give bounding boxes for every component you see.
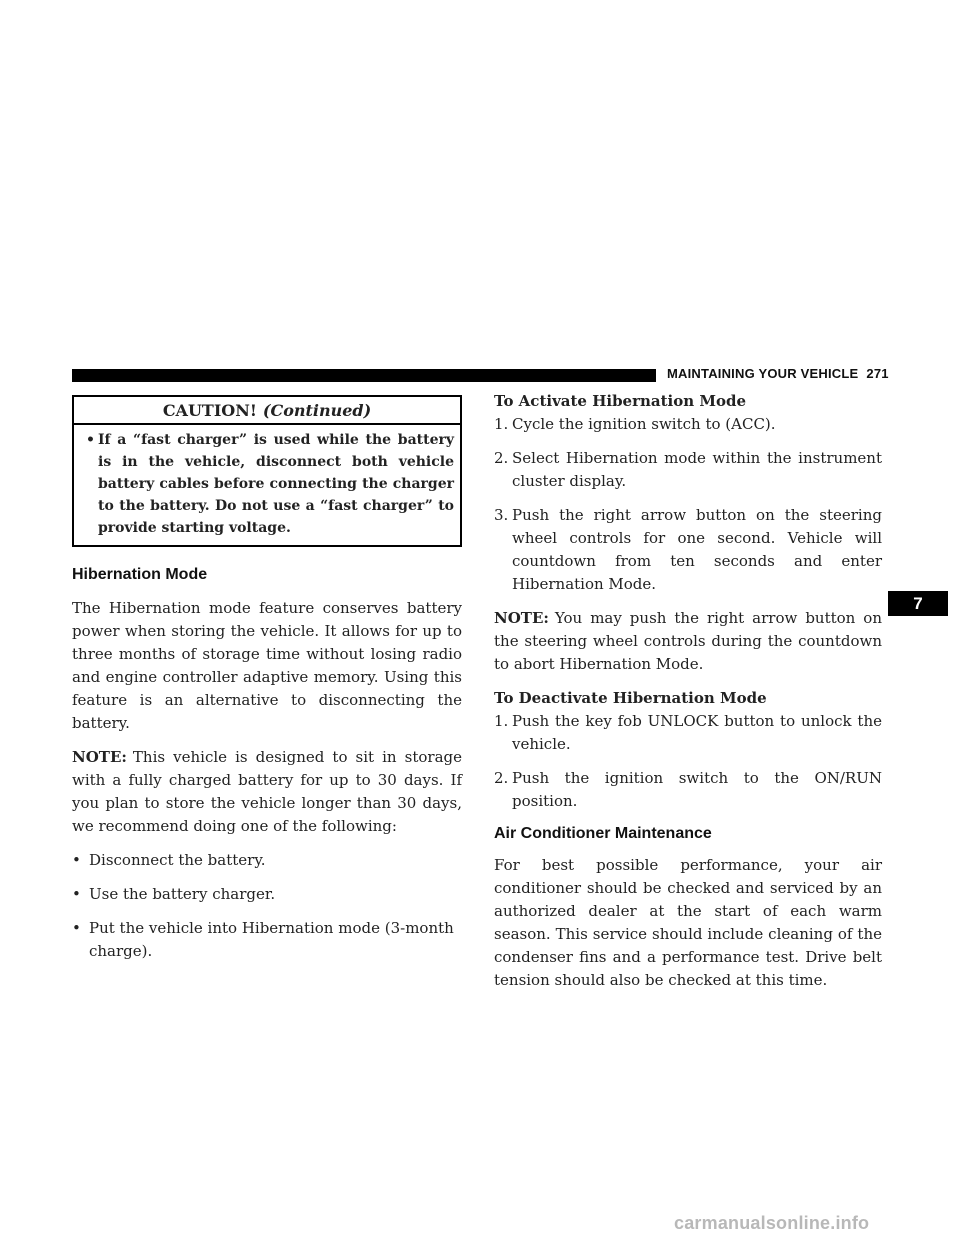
- step-text: Push the key fob UNLOCK button to unlock the vehicle.: [512, 712, 882, 753]
- step-text: Cycle the ignition switch to (ACC).: [512, 415, 776, 433]
- section-tab[interactable]: 7: [888, 591, 948, 616]
- list-item: [72, 917, 462, 963]
- list-item: [494, 504, 882, 596]
- caution-header: [74, 397, 460, 425]
- bullet-icon: •: [72, 919, 81, 937]
- caution-body: [74, 425, 460, 545]
- step-number: 1.: [494, 415, 509, 433]
- step-number: 3.: [494, 506, 509, 524]
- step-text: Push the ignition switch to the ON/RUN position.: [512, 769, 882, 810]
- note-text: This vehicle is designed to sit in storage with a fully charged battery for up to 30 days. If you plan to store the vehicle longer than 30 days, we recommend doing one of the following:: [72, 748, 462, 835]
- header-title: MAINTAINING YOUR VEHICLE: [667, 366, 859, 381]
- right-column: [494, 390, 882, 1003]
- step-number: 2.: [494, 449, 509, 467]
- hibernation-intro: The Hibernation mode feature conserves battery power when storing the vehicle. It allows for up to three months of storage time without losing radio and engine controller adaptive memory. Using this feature is an alternative to disconnecting the battery.: [72, 599, 462, 732]
- caution-text: If a “fast charger” is used while the battery is in the vehicle, disconnect both vehicle battery cables before connecting the charger to the battery. Do not use a “fast charger” to provide starting voltage.: [98, 432, 454, 536]
- hibernation-heading: Hibernation Mode: [72, 566, 208, 583]
- step-number: 2.: [494, 769, 509, 787]
- list-item: [72, 849, 462, 872]
- list-item-text: Use the battery charger.: [89, 885, 276, 903]
- list-item: [494, 767, 882, 813]
- bullet-icon: •: [72, 885, 81, 903]
- watermark: carmanualsonline.info: [674, 1213, 870, 1233]
- bullet-icon: •: [86, 432, 95, 448]
- list-item: [494, 447, 882, 493]
- caution-bullet: [86, 429, 454, 539]
- list-item: [72, 883, 462, 906]
- note-label: NOTE:: [72, 748, 127, 766]
- left-column: [72, 395, 462, 974]
- list-item: [494, 413, 882, 436]
- step-number: 1.: [494, 712, 509, 730]
- activate-heading: To Activate Hibernation Mode: [494, 392, 747, 410]
- step-text: Select Hibernation mode within the instrument cluster display.: [512, 449, 882, 490]
- list-item-text: Put the vehicle into Hibernation mode (3-month charge).: [89, 919, 454, 960]
- caution-box: [72, 395, 462, 547]
- header-rule: [72, 369, 656, 382]
- activate-note: [494, 607, 882, 676]
- running-header: [667, 366, 889, 381]
- deactivate-heading: To Deactivate Hibernation Mode: [494, 689, 767, 707]
- list-item-text: Disconnect the battery.: [89, 851, 266, 869]
- ac-text: For best possible performance, your air conditioner should be checked and serviced by an authorized dealer at the start of each warm season. This service should include cleaning of the condenser fins and a performance test. Drive belt tension should also be checked at this time.: [494, 856, 882, 989]
- bullet-icon: •: [72, 851, 81, 869]
- page-number: 271: [866, 366, 889, 381]
- note-label: NOTE:: [494, 609, 549, 627]
- ac-heading: Air Conditioner Maintenance: [494, 825, 712, 842]
- list-item: [494, 710, 882, 756]
- step-text: Push the right arrow button on the steering wheel controls for one second. Vehicle will countdown from ten seconds and enter Hibernation Mode.: [512, 506, 882, 593]
- caution-title: CAUTION!: [162, 401, 257, 420]
- note-text: You may push the right arrow button on the steering wheel controls during the countdown to abort Hibernation Mode.: [494, 609, 882, 673]
- caution-continued: (Continued): [262, 401, 372, 420]
- hibernation-note: [72, 746, 462, 838]
